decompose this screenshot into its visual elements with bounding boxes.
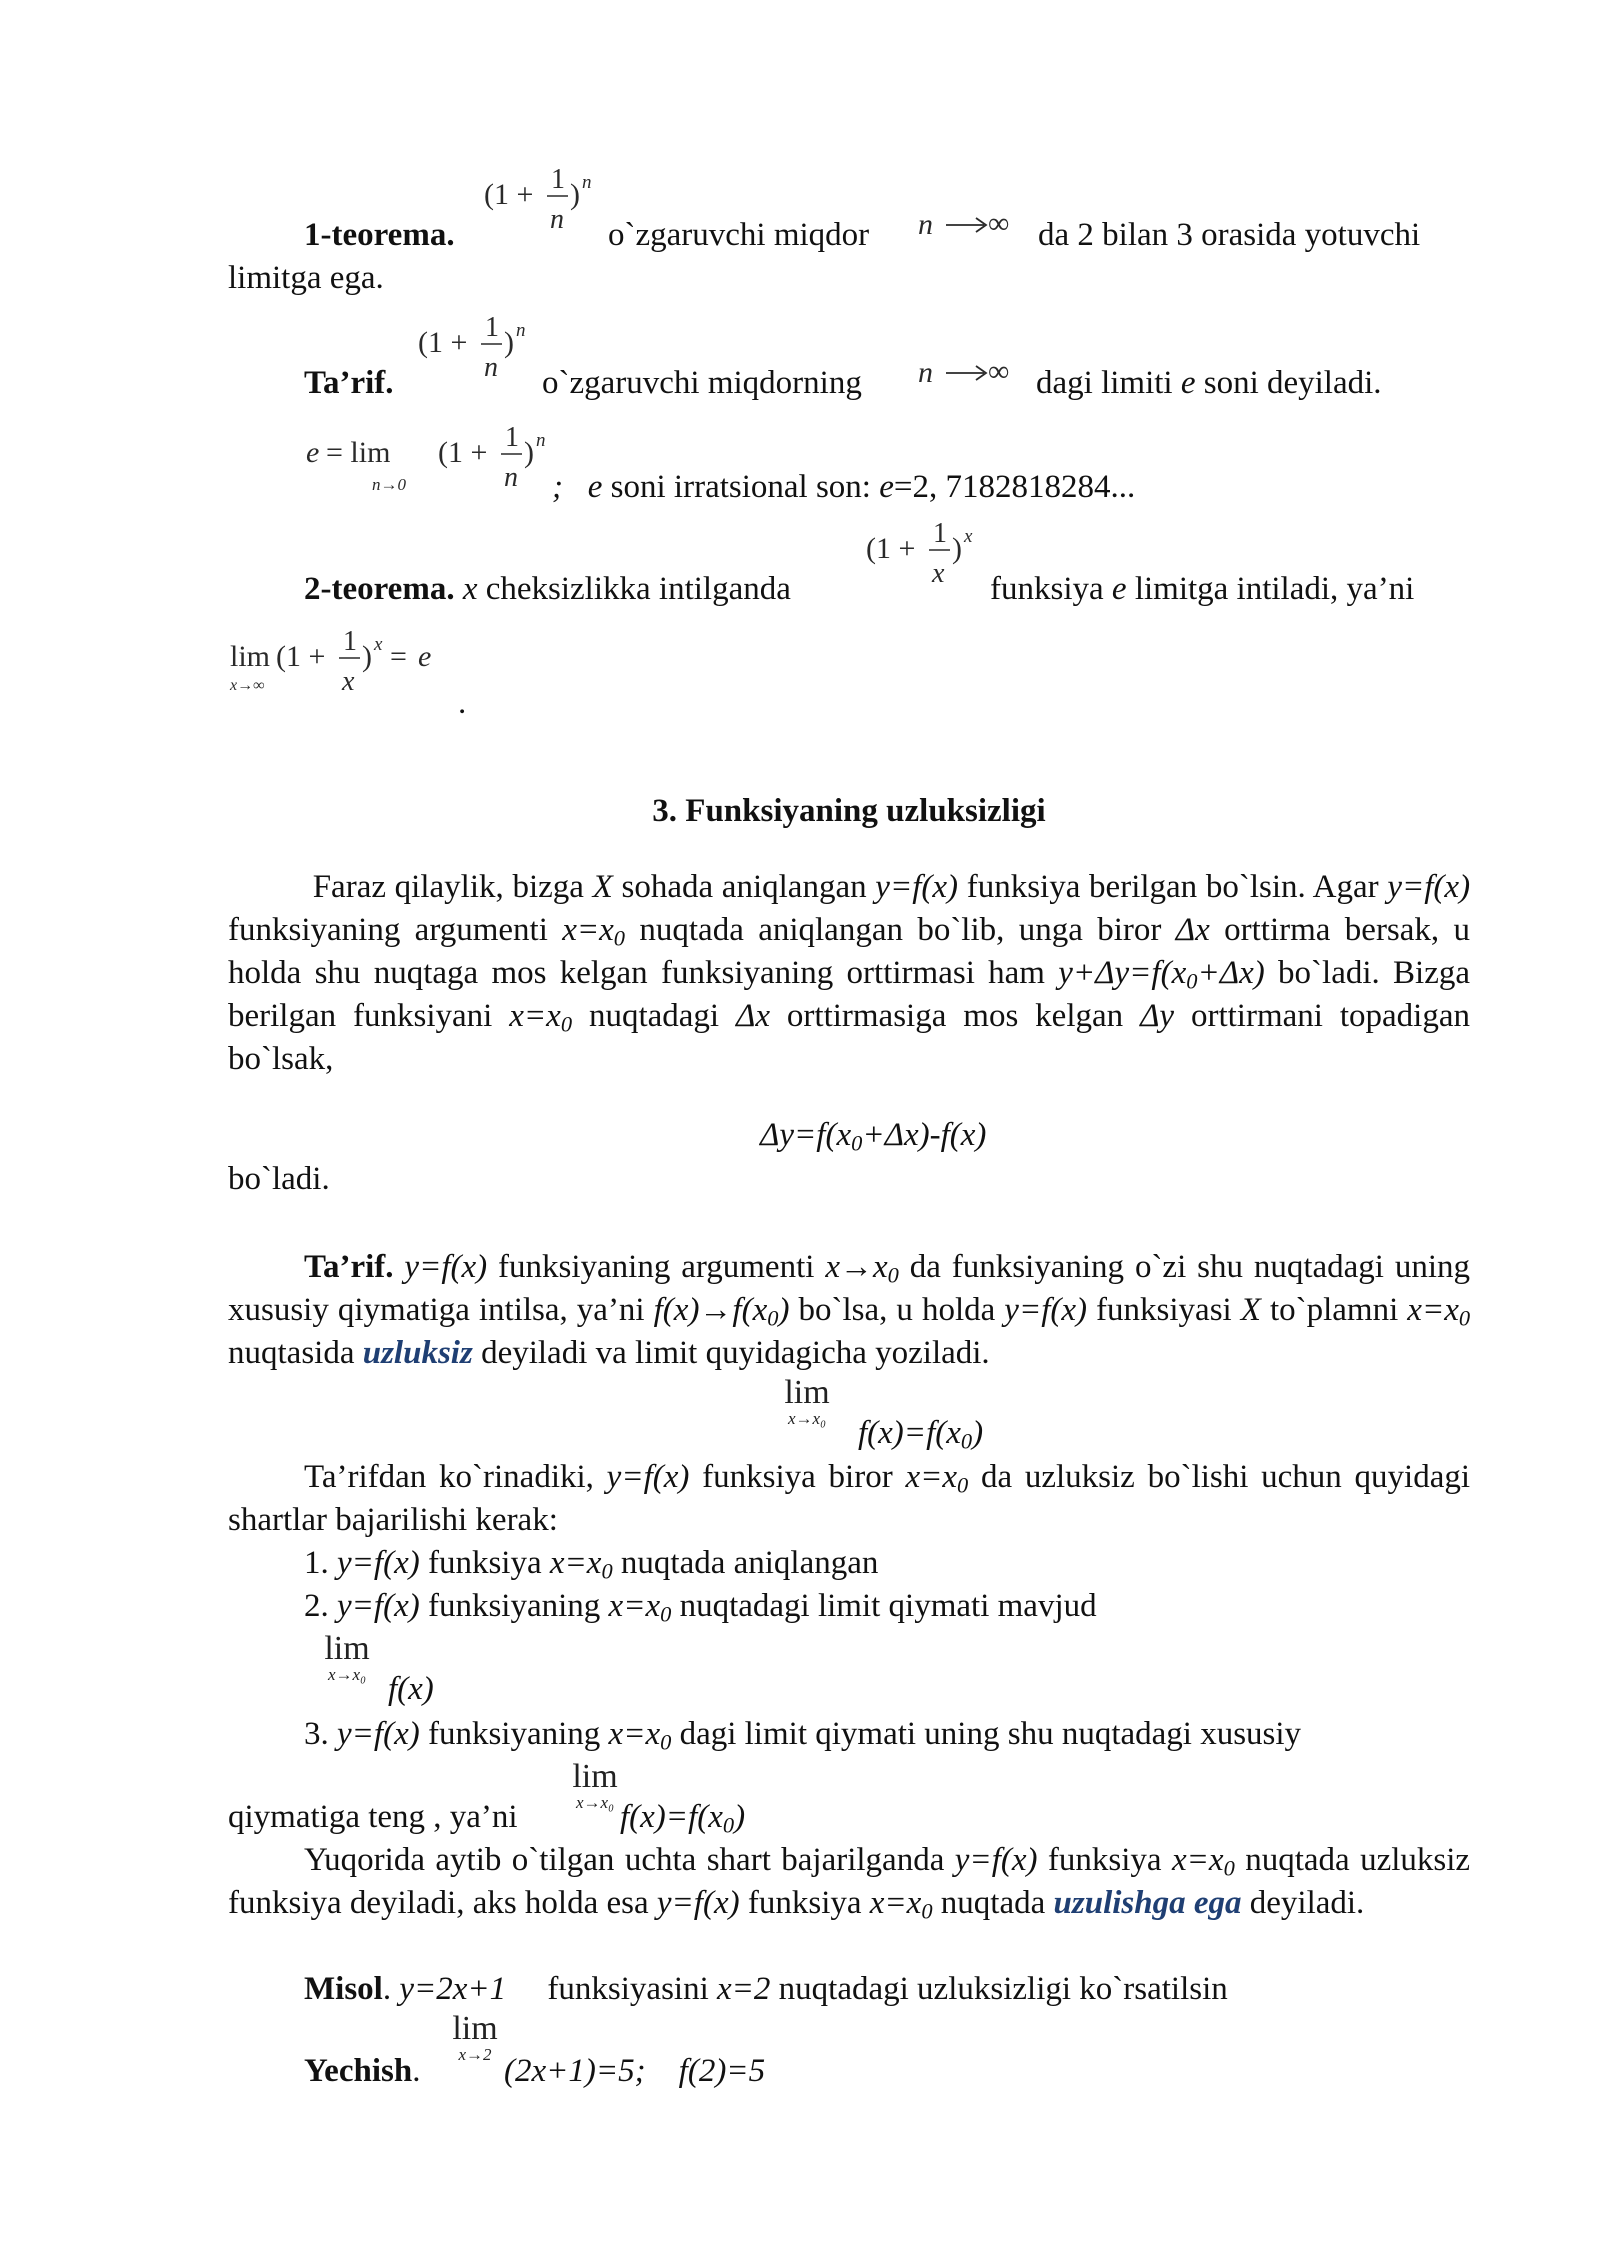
theorem1-text3: limitga ega.	[228, 260, 384, 296]
sub-zero: 0	[1223, 1855, 1235, 1881]
theorem2-text1: cheksizlikka intilganda	[485, 571, 791, 607]
c1-f: y=f(x)	[337, 1545, 420, 1581]
lim-word: lim	[784, 1374, 830, 1411]
p3-t3: nuqtada uzluksiz funksiya deyiladi, aks holda esa	[228, 1842, 1471, 1921]
n-to-infinity-icon	[916, 354, 1026, 394]
theorem1-text	[608, 214, 869, 257]
p2-t2: funksiya biror	[702, 1459, 893, 1495]
sub-zero: 0	[921, 1898, 933, 1924]
svg-text:e: e	[418, 640, 432, 673]
def2-X: X	[1240, 1292, 1261, 1328]
p3-t5: nuqtada	[940, 1885, 1046, 1921]
svg-text:e: e	[306, 436, 320, 469]
theorem2-text3: limitga intiladi, ya’ni	[1134, 571, 1415, 607]
p3-t2: funksiya	[1047, 1842, 1162, 1878]
def2-lim1: x→x	[825, 1249, 888, 1285]
theorem1-text2: da 2 bilan 3 orasida yotuvchi	[1038, 217, 1421, 253]
def2-f2: y=f(x)	[1004, 1292, 1088, 1328]
svg-text:n: n	[918, 356, 933, 389]
p1-t4: funksiyaning argumenti	[228, 912, 548, 948]
example-t1: funksiyasini	[547, 1971, 709, 2007]
sub-zero: 0	[660, 1601, 672, 1627]
svg-text:): )	[504, 326, 514, 359]
dot: .	[458, 685, 467, 721]
def2-t3: bo`lsa, u holda	[798, 1292, 996, 1328]
p1-dx: Δx	[1175, 912, 1210, 948]
c2-n: 2.	[304, 1588, 329, 1624]
def1-text2-line	[1036, 362, 1382, 405]
svg-text:(1 +: (1 +	[438, 436, 488, 469]
theorem2-x: x	[462, 571, 478, 607]
definition-continuity	[228, 1246, 1470, 1375]
svg-text:(1 +: (1 +	[484, 178, 534, 211]
p1-x0: x=x	[562, 912, 614, 948]
p1-f2: y=f(x)	[1387, 869, 1471, 905]
lim-sub: x→2	[458, 2045, 492, 2064]
p1-f3b: +Δx)	[1197, 955, 1265, 991]
section-title-text: 3. Funksiyaning uzluksizligi	[652, 793, 1046, 829]
def1-expression	[418, 306, 538, 390]
solution-eq	[504, 2050, 765, 2093]
c3-x0: x=x	[608, 1716, 661, 1752]
p1-t8: nuqtadagi	[588, 998, 720, 1034]
p3-t6: deyiladi.	[1249, 1885, 1365, 1921]
c1-x0: x=x	[549, 1545, 602, 1581]
svg-text:∞: ∞	[988, 207, 1010, 240]
e-limit-formula	[306, 410, 556, 502]
def2-t5: to`plamni	[1269, 1292, 1399, 1328]
svg-text:n: n	[484, 352, 498, 383]
def2-f1: y=f(x)	[404, 1249, 488, 1285]
def2-lim2: f(x)→f(x	[653, 1292, 768, 1328]
sub-zero: 0	[601, 1558, 613, 1584]
p1-f1: y=f(x)	[875, 869, 959, 905]
condition-3-eq	[620, 1796, 745, 1839]
p2-x0: x=x	[905, 1459, 957, 1495]
c2-fx: f(x)	[388, 1671, 434, 1707]
c2-t2: nuqtadagi limit qiymati mavjud	[679, 1588, 1097, 1624]
theorem2-e: e	[1111, 571, 1127, 607]
e-symbol: e	[587, 469, 603, 505]
svg-text:(1 +: (1 +	[276, 640, 326, 673]
def2-t7: deyiladi va limit quyidagicha yoziladi.	[481, 1335, 990, 1371]
svg-text:x: x	[374, 634, 383, 655]
p1-t6: orttirma bersak, u holda shu nuqtaga mos kelgan funksiyaning orttirmasi ham	[228, 912, 1471, 991]
p1-t3: funksiya berilgan bo`lsin. Agar	[966, 869, 1379, 905]
sub-zero: 0	[957, 1472, 969, 1498]
c1-t2: nuqtada aniqlangan	[620, 1545, 879, 1581]
def2-label: Ta’rif.	[304, 1249, 394, 1285]
limit-symbol	[564, 1760, 626, 1812]
svg-text:=: =	[390, 640, 407, 673]
svg-text:1: 1	[551, 164, 565, 195]
example-f: y=2x+1	[399, 1971, 507, 2007]
svg-text:(1 +: (1 +	[418, 326, 468, 359]
c3-t1: funksiyaning	[427, 1716, 601, 1752]
p3-t1: Yuqorida aytib o`tilgan uchta shart bajarilganda	[304, 1842, 945, 1878]
def1-e: e	[1180, 365, 1196, 401]
p1-t7: bo`ladi. Bizga berilgan funksiyani	[228, 955, 1471, 1034]
example-line	[304, 1968, 1228, 2011]
lim-sub: x→x₀	[787, 1409, 826, 1428]
def2-t2: da funksiyaning o`zi shu nuqtadagi uning xususiy qiymatiga intilsa, ya’ni	[228, 1249, 1471, 1328]
def1-text3: soni deyiladi.	[1203, 365, 1382, 401]
lim-word: lim	[572, 1758, 618, 1795]
p1-t10: orttirmani topadigan bo`lsak,	[228, 998, 1470, 1077]
theorem2-limit-formula	[228, 620, 468, 704]
c2-f: y=f(x)	[337, 1588, 420, 1624]
increment-equation	[760, 1114, 986, 1157]
condition-2	[304, 1585, 1097, 1628]
emphasis-uzulishga-ega: uzulishga ega	[1053, 1885, 1242, 1921]
svg-text:n: n	[550, 204, 564, 235]
condition-1	[304, 1542, 878, 1585]
dot: .	[412, 2053, 421, 2089]
e-irrational-text: soni irratsional son:	[610, 469, 871, 505]
svg-text:1: 1	[505, 422, 519, 453]
solution-b: f(2)=5	[678, 2053, 766, 2089]
n-to-infinity-icon	[916, 206, 1026, 246]
def2-t4: funksiyasi	[1096, 1292, 1232, 1328]
c2-x0: x=x	[608, 1588, 661, 1624]
theorem2-label: 2-teorema.	[304, 571, 455, 607]
svg-text:n: n	[504, 462, 518, 493]
p2-f1: y=f(x)	[606, 1459, 690, 1495]
svg-text:n: n	[918, 208, 933, 241]
svg-text:x→∞: x→∞	[230, 677, 265, 694]
e-value: =2, 7182818284...	[893, 469, 1136, 505]
def1-text2: dagi limiti	[1036, 365, 1173, 401]
lim-word: lim	[324, 1630, 370, 1667]
svg-text:x: x	[964, 526, 973, 547]
theorem1-text1: o`zgaruvchi miqdor	[608, 217, 870, 253]
def2-x0: x=x	[1407, 1292, 1459, 1328]
svg-text:(1 +: (1 +	[866, 532, 916, 565]
def2-t6: nuqtasida	[228, 1335, 355, 1371]
limit-symbol	[776, 1376, 838, 1428]
svg-text:1: 1	[343, 626, 357, 657]
c3-t3: qiymatiga teng , ya’ni	[228, 1799, 518, 1835]
eq2-a: f(x)=f(x	[858, 1415, 961, 1451]
def2-t1: funksiyaning argumenti	[498, 1249, 815, 1285]
svg-text:): )	[952, 532, 962, 565]
dot: .	[382, 1971, 392, 2007]
c3-eq: f(x)=f(x	[620, 1799, 723, 1835]
p3-f1: y=f(x)	[954, 1842, 1038, 1878]
lim-sub: x→x₀	[327, 1665, 366, 1684]
theorem1-text2-line	[1038, 214, 1420, 257]
boladi-line	[228, 1158, 330, 1201]
sub-zero: 0	[560, 1011, 573, 1037]
svg-text:x: x	[932, 558, 945, 589]
solution-line	[304, 2050, 420, 2093]
sub-zero: 0	[1458, 1305, 1471, 1331]
boladi-text: bo`ladi.	[228, 1161, 330, 1197]
svg-text:1: 1	[485, 312, 499, 343]
section-title	[228, 790, 1470, 833]
example-label: Misol	[304, 1971, 383, 2007]
paragraph-3	[228, 1839, 1470, 1925]
p3-f2: y=f(x)	[656, 1885, 740, 1921]
p1-t1: Faraz qilaylik, bizga	[312, 869, 584, 905]
sub-zero: 0	[613, 925, 626, 951]
sub-zero: 0	[1186, 968, 1198, 994]
lim-word: lim	[452, 2010, 498, 2047]
solution-label: Yechish	[304, 2053, 413, 2089]
def1-text1: o`zgaruvchi miqdorning	[542, 365, 862, 401]
def1-label: Ta’rif.	[304, 365, 394, 401]
p1-t5: nuqtada aniqlangan bo`lib, unga biror	[639, 912, 1162, 948]
theorem1-expression	[484, 158, 604, 242]
svg-text:= lim: = lim	[326, 436, 391, 469]
e-symbol-2: e	[879, 469, 894, 505]
theorem2-line	[304, 568, 791, 611]
def1-line	[304, 362, 394, 405]
svg-text:n: n	[516, 320, 526, 341]
eq1-a: Δy=f(x	[760, 1117, 852, 1153]
condition-2-fx	[388, 1668, 434, 1711]
lim-sub: x→x₀	[575, 1793, 614, 1812]
example-x: x=2	[717, 1971, 771, 2007]
solution-a: (2x+1)=5;	[504, 2053, 646, 2089]
p1-t2: sohada aniqlangan	[621, 869, 867, 905]
condition-3-cont	[228, 1796, 518, 1839]
svg-text:n: n	[536, 430, 546, 451]
limit-symbol	[316, 1632, 378, 1684]
p1-dy: Δy	[1140, 998, 1175, 1034]
svg-text:∞: ∞	[988, 355, 1010, 388]
c1-t1: funksiya	[427, 1545, 542, 1581]
sub-zero: 0	[960, 1428, 973, 1454]
svg-text:): )	[362, 640, 372, 673]
svg-text:lim: lim	[230, 640, 271, 673]
sub-zero: 0	[660, 1729, 672, 1755]
p3-x0b: x=x	[869, 1885, 922, 1921]
c3-eqb: )	[734, 1799, 746, 1835]
continuity-equation	[858, 1412, 983, 1455]
emphasis-uzluksiz: uzluksiz	[362, 1335, 473, 1371]
theorem2-dot	[458, 682, 466, 725]
paragraph-2	[228, 1456, 1470, 1542]
theorem1-line	[304, 214, 455, 257]
svg-text:): )	[570, 178, 580, 211]
eq1-b: +Δx)-f(x)	[862, 1117, 987, 1153]
e-value-line	[552, 466, 1135, 509]
condition-3	[304, 1713, 1470, 1756]
c3-t2: dagi limit qiymati uning shu nuqtadagi xususiy	[679, 1716, 1302, 1752]
example-t2: nuqtadagi uzluksizligi ko`rsatilsin	[778, 1971, 1228, 2007]
p3-x0: x=x	[1172, 1842, 1224, 1878]
p1-t9: orttirmasiga mos kelgan	[786, 998, 1124, 1034]
paragraph-1	[228, 866, 1470, 1081]
c2-t1: funksiyaning	[427, 1588, 601, 1624]
p3-t4: funksiya	[747, 1885, 862, 1921]
theorem1-text3-line	[228, 257, 384, 300]
svg-text:n→0: n→0	[372, 475, 406, 494]
limit-symbol	[448, 2012, 502, 2064]
c3-f: y=f(x)	[337, 1716, 420, 1752]
sub-zero: 0	[722, 1812, 735, 1838]
c3-n: 3.	[304, 1716, 329, 1752]
svg-text:1: 1	[933, 518, 947, 549]
p2-t1: Ta’rifdan ko`rinadiki,	[304, 1459, 594, 1495]
svg-text:): )	[524, 436, 534, 469]
theorem1-label: 1-teorema.	[304, 217, 455, 253]
p1-X: X	[592, 869, 613, 905]
sub-zero: 0	[851, 1130, 863, 1156]
sub-zero: 0	[767, 1305, 779, 1331]
p1-x0b: x=x	[509, 998, 561, 1034]
eq2-b: )	[972, 1415, 984, 1451]
svg-text:n: n	[582, 172, 592, 193]
theorem2-text2: funksiya	[990, 571, 1104, 607]
sub-zero: 0	[887, 1262, 899, 1288]
p1-dx2: Δx	[735, 998, 770, 1034]
theorem2-expression	[866, 512, 986, 596]
def1-text1-line	[542, 362, 862, 405]
p2-t3: da uzluksiz bo`lishi uchun quyidagi shartlar bajarilishi kerak:	[228, 1459, 1471, 1538]
svg-text:x: x	[342, 666, 355, 697]
theorem2-text-line	[990, 568, 1414, 611]
semicolon: ;	[552, 469, 563, 505]
c1-n: 1.	[304, 1545, 329, 1581]
def2-lim2b: )	[778, 1292, 790, 1328]
p1-f3: y+Δy=f(x	[1058, 955, 1187, 991]
